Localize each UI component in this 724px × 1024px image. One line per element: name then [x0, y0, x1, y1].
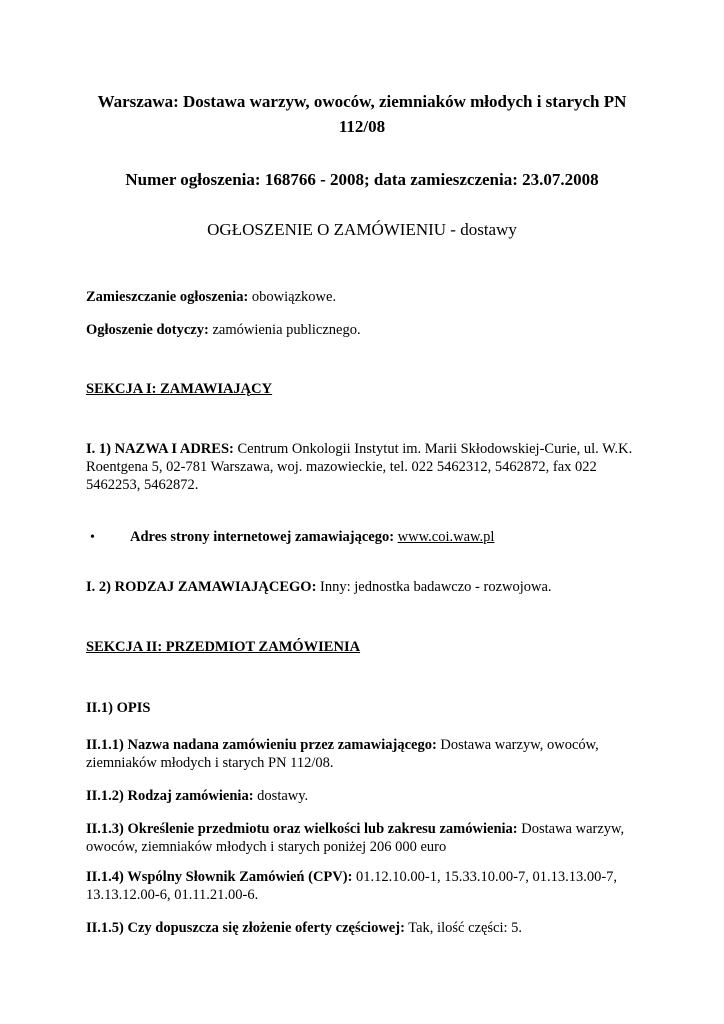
- item-partial-offer-label: II.1.5) Czy dopuszcza się złożenie oferty częściowej:: [86, 920, 405, 936]
- item-name-label: II.1.1) Nazwa nadana zamówieniu przez zamawiającego:: [86, 737, 437, 753]
- website-info: [130, 528, 630, 546]
- section-1-heading: SEKCJA I: ZAMAWIAJĄCY: [86, 381, 273, 397]
- item-name: [86, 736, 621, 772]
- item-type: [86, 787, 646, 805]
- contracting-type-value: Inny: jednostka badawczo - rozwojowa.: [320, 579, 552, 595]
- item-type-label: II.1.2) Rodzaj zamówienia:: [86, 788, 254, 804]
- website-label: Adres strony internetowej zamawiającego:: [130, 529, 395, 545]
- item-partial-offer-value: Tak, ilość części: 5.: [408, 920, 523, 936]
- contracting-type: [86, 578, 646, 596]
- item-type-value: dostawy.: [257, 788, 309, 804]
- notice-type: OGŁOSZENIE O ZAMÓWIENIU - dostawy: [207, 220, 517, 239]
- title-line-2: 112/08: [338, 117, 386, 136]
- name-address: [86, 440, 638, 494]
- contracting-type-label: I. 2) RODZAJ ZAMAWIAJĄCEGO:: [86, 579, 317, 595]
- description-heading: II.1) OPIS: [86, 700, 151, 716]
- item-cpv-value: 01.12.10.00-1, 15.33.10.00-7, 01.13.13.00-7, 13.13.12.00-6, 01.11.21.00-6.: [86, 869, 618, 903]
- concerns-label: Ogłoszenie dotyczy:: [86, 322, 209, 338]
- title-line-1: Warszawa: Dostawa warzyw, owoców, ziemniaków młodych i starych PN: [97, 92, 627, 111]
- item-scope-value: Dostawa warzyw, owoców, ziemniaków młodych i starych poniżej 206 000 euro: [86, 821, 625, 855]
- posting-label: Zamieszczanie ogłoszenia:: [86, 289, 249, 305]
- concerns-info: [86, 321, 646, 339]
- item-scope: [86, 820, 646, 856]
- item-name-value: Dostawa warzyw, owoców, ziemniaków młodych i starych PN 112/08.: [86, 737, 599, 771]
- website-link[interactable]: www.coi.waw.pl: [397, 529, 495, 545]
- item-cpv: [86, 868, 646, 904]
- posting-value: obowiązkowe.: [251, 289, 337, 305]
- name-address-value: Centrum Onkologii Instytut im. Marii Skłodowskiej-Curie, ul. W.K. Roentgena 5, 02-781 Warszawa, woj. mazowieckie, tel. 022 5462312, 5462872, fax 022 5462253, 5462872.: [86, 441, 633, 493]
- bullet-icon: •: [90, 530, 95, 545]
- page-title: [80, 89, 644, 139]
- item-cpv-label: II.1.4) Wspólny Słownik Zamówień (CPV):: [86, 869, 353, 885]
- notice-number: Numer ogłoszenia: 168766 - 2008; data zamieszczenia: 23.07.2008: [125, 170, 599, 189]
- name-address-label: I. 1) NAZWA I ADRES:: [86, 441, 234, 457]
- item-partial-offer: [86, 919, 646, 937]
- section-2-heading: SEKCJA II: PRZEDMIOT ZAMÓWIENIA: [86, 639, 361, 655]
- concerns-value: zamówienia publicznego.: [212, 322, 361, 338]
- posting-info: [86, 288, 646, 306]
- item-scope-label: II.1.3) Określenie przedmiotu oraz wielkości lub zakresu zamówienia:: [86, 821, 518, 837]
